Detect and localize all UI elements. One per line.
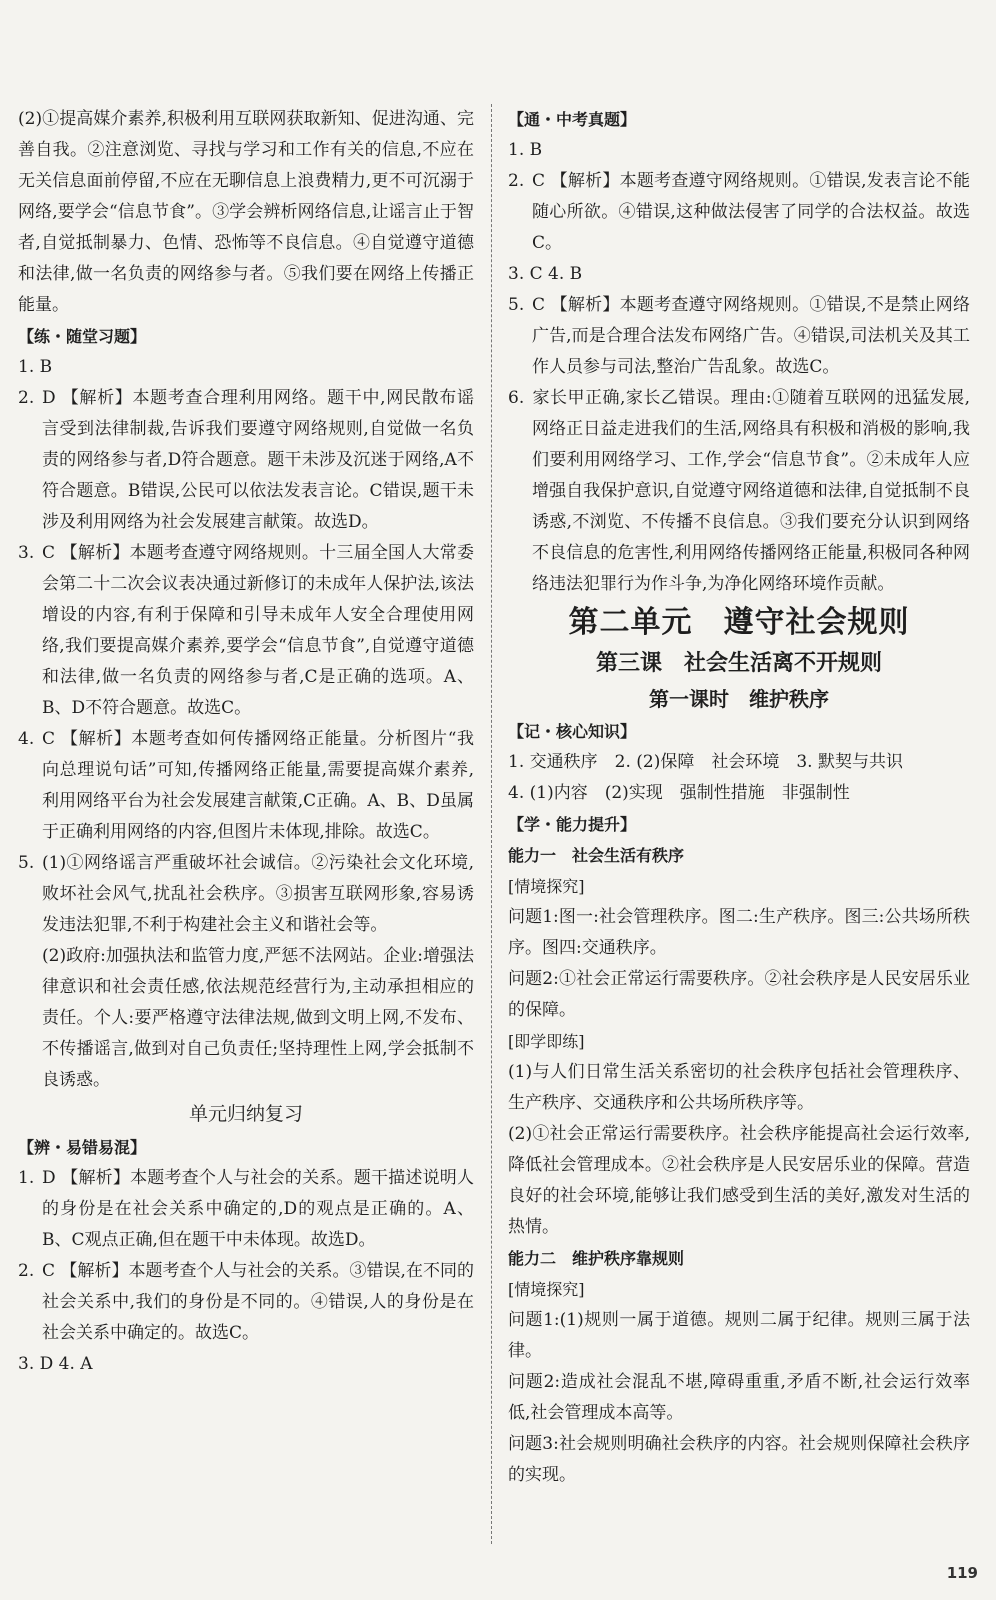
page-number: 119 bbox=[946, 1564, 978, 1582]
review-answer-1-text: D 【解析】本题考查个人与社会的关系。题干描述说明人的身份是在社会关系中确定的,D的观点是正确的。A、B、C观点正确,但在题干中未体现。故选D。 bbox=[42, 1168, 474, 1250]
unit-review-title: 单元归纳复习 bbox=[188, 1103, 303, 1125]
ability-2-context-label: [情境探究] bbox=[508, 1280, 585, 1299]
answer-5-part-2: (2)政府:加强执法和监管力度,严惩不法网站。企业:增强法律意识和社会责任感,依法规范经营行为,主动承担相应的责任。个人:要严格遵守法律法规,做到文明上网,不发布、不传播谣言,做到对自己负责任;坚持理性上网,学会抵制不良诱惑。 bbox=[42, 946, 474, 1090]
section-heading-core-knowledge: 【记・核心知识】 bbox=[508, 722, 637, 741]
review-answer-2 bbox=[18, 1256, 474, 1349]
exam-answer-5-text: C 【解析】本题考查遵守网络规则。①错误,不是禁止网络广告,而是合理合法发布网络广告。④错误,司法机关及其工作人员参与司法,整治广告乱象。故选C。 bbox=[532, 295, 970, 377]
ability-1-question-2: 问题2:①社会正常运行需要秩序。②社会秩序是人民安居乐业的保障。 bbox=[508, 969, 970, 1020]
answer-4-number: 4. bbox=[18, 729, 35, 749]
answer-2 bbox=[18, 383, 474, 538]
review-answer-2-number: 2. bbox=[18, 1261, 35, 1281]
section-heading-exam: 【通・中考真题】 bbox=[508, 110, 637, 129]
answer-5-part-1: (1)①网络谣言严重破坏社会诚信。②污染社会文化环境,败坏社会风气,扰乱社会秩序。③损害互联网形象,容易诱发违法犯罪,不利于构建社会主义和谐社会等。 bbox=[42, 853, 474, 935]
exam-answer-5 bbox=[508, 290, 970, 383]
answer-1: 1. B bbox=[18, 357, 53, 377]
answer-4 bbox=[18, 724, 474, 848]
ability-1-heading: 能力一 社会生活有秩序 bbox=[508, 846, 685, 865]
ability-1-question-1: 问题1:图一:社会管理秩序。图二:生产秩序。图三:公共场所秩序。图四:交通秩序。 bbox=[508, 907, 970, 958]
answer-5 bbox=[18, 848, 474, 941]
core-knowledge-line-2: 4. (1)内容 (2)实现 强制性措施 非强制性 bbox=[508, 783, 850, 803]
ability-2-question-3: 问题3:社会规则明确社会秩序的内容。社会规则保障社会秩序的实现。 bbox=[508, 1434, 970, 1485]
answer-3-text: C 【解析】本题考查遵守网络规则。十三届全国人大常委会第二十二次会议表决通过新修订的未成年人保护法,该法增设的内容,有利于保障和引导未成年人安全合理使用网络,我们要提高媒介素养,要学会“信息节食”,自觉遵守道德和法律,做一名负责的网络参与者,C是正确的选项。A、B、D不符合题意。故选C。 bbox=[42, 543, 474, 718]
answer-5-number: 5. bbox=[18, 853, 35, 873]
ability-2-question-2: 问题2:造成社会混乱不堪,障碍重重,矛盾不断,社会运行效率低,社会管理成本高等。 bbox=[508, 1372, 970, 1423]
period-title: 第一课时 维护秩序 bbox=[649, 687, 829, 711]
exam-answer-6-text: 家长甲正确,家长乙错误。理由:①随着互联网的迅猛发展,网络正日益走进我们的生活,网络具有积极和消极的影响,我们要利用网络学习、工作,学会“信息节食”。②未成年人应增强自我保护意识,自觉遵守网络道德和法律,自觉抵制不良诱惑,不浏览、不传播不良信息。③我们要充分认识到网络不良信息的危害性,利用网络传播网络正能量,积极同各种网络违法犯罪行为作斗争,为净化网络环境作贡献。 bbox=[532, 388, 970, 594]
practice-answer-1: (1)与人们日常生活关系密切的社会秩序包括社会管理秩序、生产秩序、交通秩序和公共场所秩序等。 bbox=[508, 1062, 970, 1113]
review-answer-2-text: C 【解析】本题考查个人与社会的关系。③错误,在不同的社会关系中,我们的身份是不同的。④错误,人的身份是在社会关系中确定的。故选C。 bbox=[42, 1261, 474, 1343]
review-answer-1 bbox=[18, 1163, 474, 1256]
review-answer-1-number: 1. bbox=[18, 1168, 35, 1188]
section-heading-ability: 【学・能力提升】 bbox=[508, 815, 637, 834]
ability-2-question-1: 问题1:(1)规则一属于道德。规则二属于纪律。规则三属于法律。 bbox=[508, 1310, 970, 1361]
unit-title: 第二单元 遵守社会规则 bbox=[568, 605, 910, 640]
section-heading-practice: 【练・随堂习题】 bbox=[18, 327, 147, 346]
exam-answer-1: 1. B bbox=[508, 140, 543, 160]
answer-4-text: C 【解析】本题考查如何传播网络正能量。分析图片“我向总理说句话”可知,传播网络正能量,需要提高媒介素养,利用网络平台为社会发展建言献策,C正确。A、B、D虽属于正确利用网络的内容,但图片未体现,排除。故选C。 bbox=[42, 729, 474, 842]
practice-answer-2: (2)①社会正常运行需要秩序。社会秩序能提高社会运行效率,降低社会管理成本。②社会秩序是人民安居乐业的保障。营造良好的社会环境,能够让我们感受到生活的美好,激发对生活的热情。 bbox=[508, 1124, 970, 1237]
left-column bbox=[18, 104, 474, 1380]
exam-answer-6-number: 6. bbox=[508, 388, 525, 408]
answer-3 bbox=[18, 538, 474, 724]
lesson-title: 第三课 社会生活离不开规则 bbox=[595, 651, 882, 676]
review-answer-3-4: 3. D 4. A bbox=[18, 1354, 93, 1374]
practice-label: [即学即练] bbox=[508, 1032, 585, 1051]
ability-2-heading: 能力二 维护秩序靠规则 bbox=[508, 1249, 685, 1268]
right-column bbox=[508, 104, 970, 1491]
exam-answer-6 bbox=[508, 383, 970, 600]
ability-1-context-label: [情境探究] bbox=[508, 877, 585, 896]
core-knowledge-line-1: 1. 交通秩序 2. (2)保障 社会环境 3. 默契与共识 bbox=[508, 752, 903, 772]
answer-2-text: D 【解析】本题考查合理利用网络。题干中,网民散布谣言受到法律制裁,告诉我们要遵守网络规则,自觉做一名负责的网络参与者,D符合题意。题干未涉及沉迷于网络,A不符合题意。B错误,公民可以依法发表言论。C错误,题干未涉及利用网络为社会发展建言献策。故选D。 bbox=[42, 388, 474, 532]
exam-answer-2-text: C 【解析】本题考查遵守网络规则。①错误,发表言论不能随心所欲。④错误,这种做法侵害了同学的合法权益。故选C。 bbox=[532, 171, 970, 253]
exam-answer-2-number: 2. bbox=[508, 171, 525, 191]
exam-answer-2 bbox=[508, 166, 970, 259]
answer-3-number: 3. bbox=[18, 543, 35, 563]
exam-answer-3-4: 3. C 4. B bbox=[508, 264, 583, 284]
answer-intro: (2)①提高媒介素养,积极利用互联网获取新知、促进沟通、完善自我。②注意浏览、寻找与学习和工作有关的信息,不应在无关信息面前停留,不应在无聊信息上浪费精力,更不可沉溺于网络,要学会“信息节食”。③学会辨析网络信息,让谣言止于智者,自觉抵制暴力、色情、恐怖等不良信息。④自觉遵守道德和法律,做一名负责的网络参与者。⑤我们要在网络上传播正能量。 bbox=[18, 109, 474, 315]
section-heading-distinguish: 【辨・易错易混】 bbox=[18, 1138, 147, 1157]
exam-answer-5-number: 5. bbox=[508, 295, 525, 315]
column-divider bbox=[491, 104, 492, 1544]
answer-2-number: 2. bbox=[18, 388, 35, 408]
